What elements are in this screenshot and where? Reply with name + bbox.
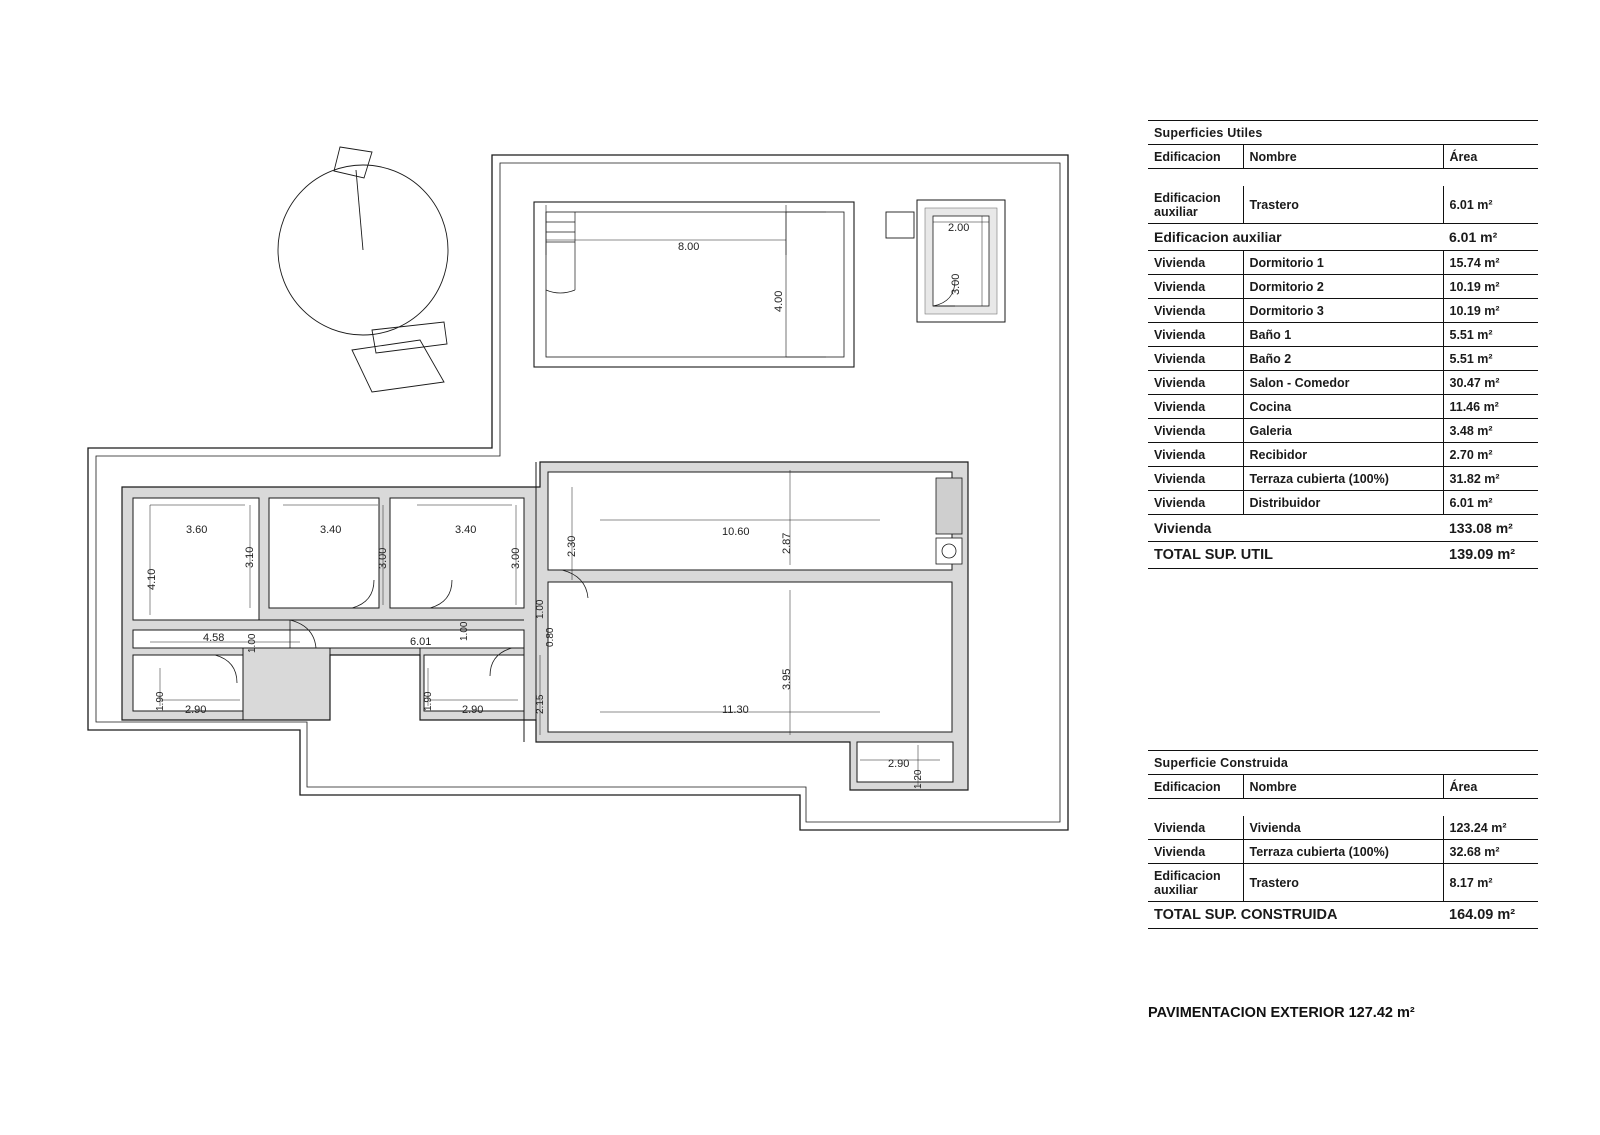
table-row <box>1148 275 1538 299</box>
dim-distribuidor-depth: 2.30 <box>566 535 578 557</box>
table-row <box>1148 491 1538 515</box>
construida-total-label: TOTAL SUP. CONSTRUIDA <box>1148 902 1443 929</box>
construida-total-row <box>1148 902 1538 929</box>
dim-dorm1-depth: 4.10 <box>146 568 158 590</box>
house-walls <box>122 462 968 790</box>
utiles-row9-nombre: Recibidor <box>1243 443 1443 467</box>
table-row <box>1148 467 1538 491</box>
dim-dorm3-depth-a: 3.00 <box>377 547 389 569</box>
utiles-row6-edificacion: Vivienda <box>1148 371 1243 395</box>
construida-header-area: Área <box>1443 775 1538 799</box>
table-row <box>1148 864 1538 902</box>
utiles-row9-area: 2.70 m² <box>1443 443 1538 467</box>
construida-title-row <box>1148 751 1538 775</box>
utiles-row8-area: 3.48 m² <box>1443 419 1538 443</box>
dim-trastero-width: 2.00 <box>948 222 970 234</box>
pool-outer <box>534 202 854 367</box>
dim-salon-depth: 3.95 <box>781 668 793 690</box>
utiles-spacer <box>1148 169 1538 187</box>
utiles-row2-edificacion: Vivienda <box>1148 275 1243 299</box>
construida-row1-nombre: Terraza cubierta (100%) <box>1243 840 1443 864</box>
utiles-subtotal-aux-row <box>1148 224 1538 251</box>
utiles-header-nombre: Nombre <box>1243 145 1443 169</box>
utiles-subtotal-aux-label: Edificacion auxiliar <box>1148 224 1443 251</box>
utiles-subtotal-vivienda-row <box>1148 515 1538 542</box>
superficies-utiles-table <box>1148 120 1538 569</box>
dim-trastero-depth: 3.00 <box>950 273 962 295</box>
utiles-title-row <box>1148 121 1538 145</box>
dim-bano2-depth: 1.90 <box>423 691 434 711</box>
construida-row2-nombre: Trastero <box>1243 864 1443 902</box>
dim-dorm3-depth-b: 3.00 <box>510 547 522 569</box>
dim-pool-length: 8.00 <box>678 241 700 253</box>
utiles-row10-nombre: Terraza cubierta (100%) <box>1243 467 1443 491</box>
utiles-row3-edificacion: Vivienda <box>1148 299 1243 323</box>
utiles-row6-nombre: Salon - Comedor <box>1243 371 1443 395</box>
dim-door-d: 0.80 <box>545 627 556 647</box>
dim-salon-width-top: 2.87 <box>781 532 793 554</box>
table-row <box>1148 323 1538 347</box>
utiles-row5-area: 5.51 m² <box>1443 347 1538 371</box>
dim-pasillo-length: 4.58 <box>203 632 225 644</box>
construida-row0-nombre: Vivienda <box>1243 816 1443 840</box>
construida-row2-area: 8.17 m² <box>1443 864 1538 902</box>
utiles-header-area: Área <box>1443 145 1538 169</box>
pool-dim-lines <box>546 205 826 357</box>
utiles-row11-nombre: Distribuidor <box>1243 491 1443 515</box>
dim-dorm2-width: 3.40 <box>320 524 342 536</box>
dim-salon-length: 10.60 <box>722 526 750 538</box>
utiles-row8-nombre: Galeria <box>1243 419 1443 443</box>
utiles-row9-edificacion: Vivienda <box>1148 443 1243 467</box>
utiles-subtotal-vivienda-value: 133.08 m² <box>1443 515 1538 542</box>
dim-galeria-width: 2.90 <box>888 758 910 770</box>
utiles-row5-nombre: Baño 2 <box>1243 347 1443 371</box>
utiles-header-row <box>1148 145 1538 169</box>
utiles-row4-edificacion: Vivienda <box>1148 323 1243 347</box>
table-row <box>1148 395 1538 419</box>
tree-leaf-shapes <box>334 147 447 392</box>
dim-salon-internal: 6.01 <box>410 636 432 648</box>
table-row <box>1148 251 1538 275</box>
utiles-row3-area: 10.19 m² <box>1443 299 1538 323</box>
utiles-row4-nombre: Baño 1 <box>1243 323 1443 347</box>
utiles-row2-nombre: Dormitorio 2 <box>1243 275 1443 299</box>
utiles-row2-area: 10.19 m² <box>1443 275 1538 299</box>
utiles-row7-nombre: Cocina <box>1243 395 1443 419</box>
utiles-row11-edificacion: Vivienda <box>1148 491 1243 515</box>
construida-row0-area: 123.24 m² <box>1443 816 1538 840</box>
utiles-row0-area: 6.01 m² <box>1443 186 1538 224</box>
pool-inner <box>546 212 844 357</box>
utiles-row10-area: 31.82 m² <box>1443 467 1538 491</box>
dim-dorm2-depth: 3.10 <box>244 546 256 568</box>
utiles-row7-edificacion: Vivienda <box>1148 395 1243 419</box>
utiles-row4-area: 5.51 m² <box>1443 323 1538 347</box>
table-row <box>1148 347 1538 371</box>
table-row <box>1148 186 1538 224</box>
dim-door-c: 1.00 <box>247 633 258 653</box>
dim-pool-width: 4.00 <box>773 290 785 312</box>
dim-galeria-depth: 1.20 <box>913 769 924 789</box>
utiles-total-value: 139.09 m² <box>1443 542 1538 569</box>
utiles-row10-edificacion: Vivienda <box>1148 467 1243 491</box>
construida-header-nombre: Nombre <box>1243 775 1443 799</box>
table-row <box>1148 299 1538 323</box>
construida-row0-edificacion: Vivienda <box>1148 816 1243 840</box>
utiles-row1-nombre: Dormitorio 1 <box>1243 251 1443 275</box>
table-row <box>1148 371 1538 395</box>
utiles-row5-edificacion: Vivienda <box>1148 347 1243 371</box>
utiles-row8-edificacion: Vivienda <box>1148 419 1243 443</box>
trastero-block <box>886 200 1005 322</box>
dim-door-a: 1.00 <box>535 599 546 619</box>
utiles-row1-area: 15.74 m² <box>1443 251 1538 275</box>
dim-bano1-depth: 1.90 <box>155 691 166 711</box>
utiles-row7-area: 11.46 m² <box>1443 395 1538 419</box>
construida-total-value: 164.09 m² <box>1443 902 1538 929</box>
dim-dorm1-width: 3.60 <box>186 524 208 536</box>
utiles-header-edificacion: Edificacion <box>1148 145 1243 169</box>
dim-door-b: 1.00 <box>459 621 470 641</box>
utiles-row0-edificacion: Edificacion auxiliar <box>1148 186 1243 224</box>
utiles-row6-area: 30.47 m² <box>1443 371 1538 395</box>
construida-header-edificacion: Edificacion <box>1148 775 1243 799</box>
utiles-row0-nombre: Trastero <box>1243 186 1443 224</box>
pavimentacion-exterior-label: PAVIMENTACION EXTERIOR 127.42 m² <box>1148 1005 1415 1021</box>
table-row <box>1148 419 1538 443</box>
construida-header-row <box>1148 775 1538 799</box>
construida-row1-edificacion: Vivienda <box>1148 840 1243 864</box>
utiles-subtotal-vivienda-label: Vivienda <box>1148 515 1443 542</box>
construida-row1-area: 32.68 m² <box>1443 840 1538 864</box>
pool-steps <box>546 212 575 293</box>
utiles-row3-nombre: Dormitorio 3 <box>1243 299 1443 323</box>
dim-bano1-width: 2.90 <box>185 704 207 716</box>
utiles-total-label: TOTAL SUP. UTIL <box>1148 542 1443 569</box>
dim-dorm3-width: 3.40 <box>455 524 477 536</box>
table-row <box>1148 443 1538 467</box>
utiles-title: Superficies Utiles <box>1148 121 1538 145</box>
tree-trunk <box>356 170 363 250</box>
utiles-subtotal-aux-value: 6.01 m² <box>1443 224 1538 251</box>
superficie-construida-table <box>1148 750 1538 929</box>
utiles-row1-edificacion: Vivienda <box>1148 251 1243 275</box>
table-row <box>1148 840 1538 864</box>
utiles-row11-area: 6.01 m² <box>1443 491 1538 515</box>
construida-title: Superficie Construida <box>1148 751 1538 775</box>
dim-bano2-width: 2.90 <box>462 704 484 716</box>
dim-recibidor-depth: 2.15 <box>535 694 546 714</box>
utiles-total-row <box>1148 542 1538 569</box>
table-row <box>1148 816 1538 840</box>
construida-row2-edificacion: Edificacion auxiliar <box>1148 864 1243 902</box>
dim-terraza-length: 11.30 <box>722 704 749 716</box>
construida-spacer <box>1148 799 1538 817</box>
